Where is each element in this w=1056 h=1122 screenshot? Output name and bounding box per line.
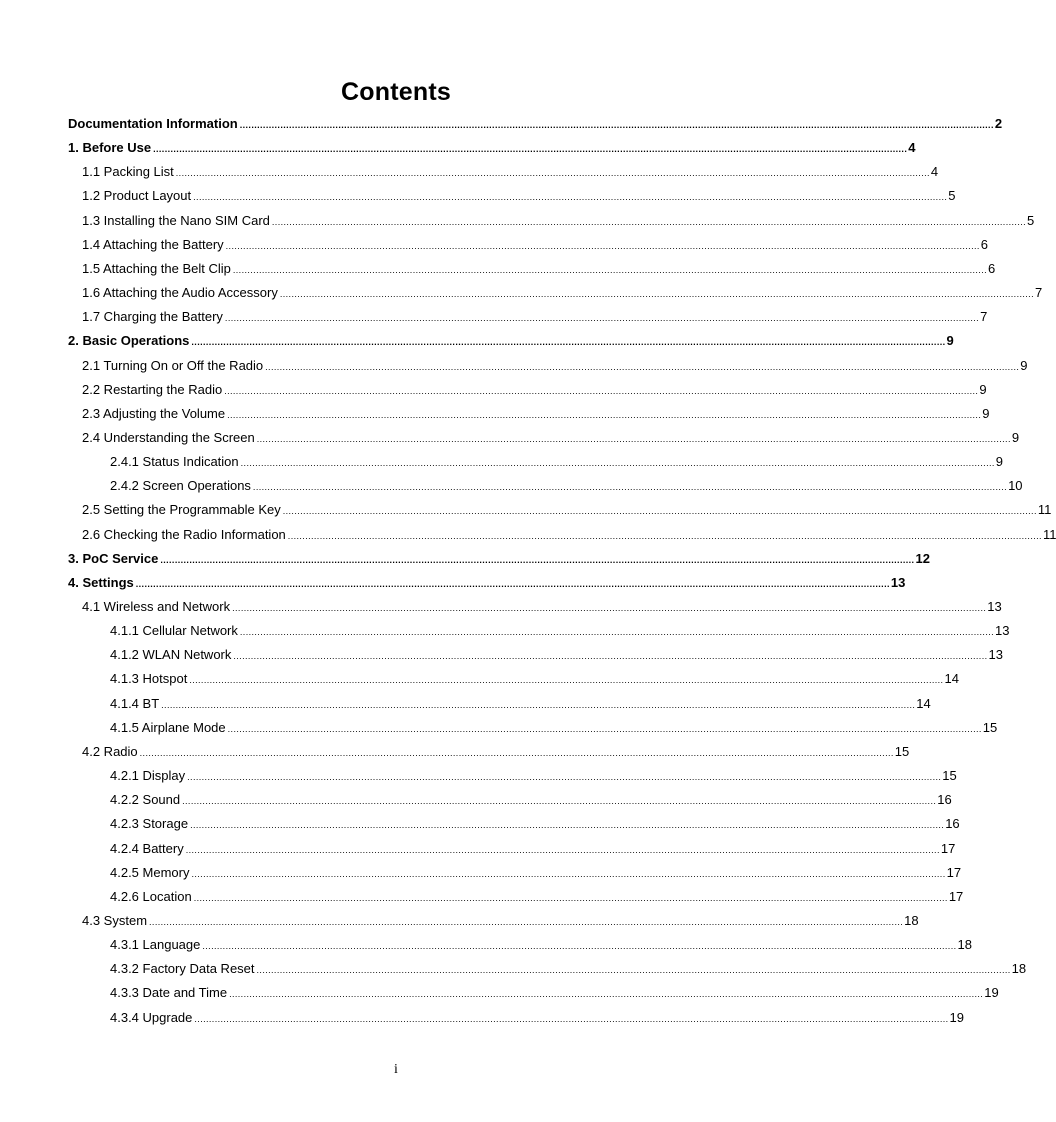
toc-entry-page-number: 9 (1020, 357, 1028, 373)
toc-entry[interactable] (68, 546, 930, 566)
dot-leader: .................................................................................................................................................................................................................................................................... (265, 361, 1020, 372)
toc-entry-label: 4.1.5 Airplane Mode (110, 719, 226, 735)
dot-leader: .................................................................................................................................................................................................................................................................... (194, 1013, 949, 1024)
toc-entry-label: 1.7 Charging the Battery (82, 309, 223, 325)
dot-leader: .................................................................................................................................................................................................................................................................... (191, 337, 946, 348)
dot-leader: .................................................................................................................................................................................................................................................................... (135, 578, 890, 589)
toc-entry-page-number: 18 (904, 912, 919, 928)
toc-entry[interactable] (110, 449, 1004, 470)
dot-leader: .................................................................................................................................................................................................................................................................... (193, 892, 948, 903)
toc-entry-label: 2. Basic Operations (68, 333, 190, 349)
toc-entry-page-number: 16 (937, 792, 952, 808)
toc-entry-label: 2.6 Checking the Radio Information (82, 526, 286, 542)
toc-entry[interactable] (110, 666, 959, 687)
toc-entry[interactable] (82, 377, 987, 397)
toc-entry-label: 4.2.6 Location (110, 888, 192, 904)
toc-entry-page-number: 13 (987, 599, 1002, 614)
toc-entry-label: 1. Before Use (68, 140, 152, 156)
toc-entry-label: 2.5 Setting the Programmable Key (82, 502, 281, 518)
toc-entry[interactable] (82, 497, 1052, 518)
toc-entry-label: 4.1.1 Cellular Network (110, 623, 238, 639)
dot-leader: .................................................................................................................................................................................................................................................................... (239, 120, 994, 130)
toc-entry-label: 4.3 System (82, 912, 148, 928)
toc-entry-label: 4.3.1 Language (110, 937, 201, 953)
toc-entry[interactable] (110, 787, 952, 808)
toc-entry-page-number: 16 (945, 816, 960, 832)
dot-leader: .................................................................................................................................................................................................................................................................... (187, 772, 942, 783)
dot-leader: .................................................................................................................................................................................................................................................................... (224, 313, 980, 324)
toc-entry-page-number: 12 (915, 550, 930, 566)
toc-entry[interactable] (110, 811, 960, 832)
dot-leader: .................................................................................................................................................................................................................................................................... (232, 264, 988, 275)
toc-entry-label: 4.2.1 Display (110, 768, 186, 784)
toc-entry[interactable] (82, 594, 1002, 614)
dot-leader: .................................................................................................................................................................................................................................................................... (225, 240, 980, 251)
toc-entry-label: 4.1.4 BT (110, 695, 160, 711)
toc-entry-page-number: 17 (946, 864, 962, 880)
toc-entry[interactable] (110, 618, 1010, 639)
toc-entry-label: 4.2.4 Battery (110, 840, 184, 856)
toc-entry-page-number: 15 (894, 743, 910, 759)
toc-entry-page-number: 9 (1011, 429, 1020, 445)
toc-entry[interactable] (82, 183, 956, 204)
toc-entry-page-number: 18 (957, 937, 972, 953)
toc-entry-page-number: 15 (942, 768, 957, 784)
toc-entry[interactable] (110, 642, 1003, 663)
toc-entry-label: 3. PoC Service (68, 550, 159, 566)
toc-entry-page-number: 11 (1042, 526, 1056, 542)
toc-entry[interactable] (110, 836, 956, 856)
toc-entry-label: 4.3.3 Date and Time (110, 985, 228, 1001)
toc-entry-label: 2.4.1 Status Indication (110, 454, 239, 470)
toc-entry[interactable] (110, 691, 931, 711)
toc-entry[interactable] (82, 208, 1035, 228)
toc-entry-page-number: 4 (930, 164, 939, 180)
toc-entry-label: 4.3.2 Factory Data Reset (110, 961, 255, 977)
dot-leader: .................................................................................................................................................................................................................................................................... (227, 723, 982, 734)
dot-leader: .................................................................................................................................................................................................................................................................... (287, 530, 1042, 541)
toc-entry-label: 2.3 Adjusting the Volume (82, 405, 226, 421)
dot-leader: .................................................................................................................................................................................................................................................................... (191, 868, 946, 879)
toc-entry-page-number: 14 (944, 671, 959, 687)
toc-entry[interactable] (82, 256, 996, 276)
dot-leader: .................................................................................................................................................................................................................................................................... (160, 554, 915, 565)
dot-leader: .................................................................................................................................................................................................................................................................... (252, 482, 1008, 493)
page-number-footer: i (394, 1062, 398, 1077)
toc-entry[interactable] (82, 401, 990, 421)
dot-leader: .................................................................................................................................................................................................................................................................... (229, 989, 984, 1000)
toc-entry-label: 1.4 Attaching the Battery (82, 236, 224, 252)
toc-entry-label: 4.3.4 Upgrade (110, 1009, 193, 1025)
dot-leader: .................................................................................................................................................................................................................................................................... (202, 941, 957, 952)
toc-entry-label: 1.5 Attaching the Belt Clip (82, 260, 231, 276)
page-title: Contents (341, 78, 451, 106)
toc-entry-page-number: 19 (984, 985, 999, 1001)
toc-entry-label: 4.1.2 WLAN Network (110, 647, 232, 663)
dot-leader: .................................................................................................................................................................................................................................................................... (233, 651, 988, 662)
toc-entry-label: 4.2.3 Storage (110, 816, 189, 832)
dot-leader: .................................................................................................................................................................................................................................................................... (282, 506, 1037, 517)
dot-leader: .................................................................................................................................................................................................................................................................... (149, 916, 904, 927)
toc-entry-label: 4. Settings (68, 574, 134, 590)
toc-entry-page-number: 14 (916, 695, 931, 711)
toc-entry[interactable] (82, 908, 919, 928)
toc-entry[interactable] (110, 763, 957, 784)
toc-entry[interactable] (82, 232, 989, 252)
dot-leader: .................................................................................................................................................................................................................................................................... (190, 820, 945, 831)
toc-entry-label: 4.1.3 Hotspot (110, 671, 188, 687)
toc-entry-label: Documentation Information (68, 116, 238, 131)
toc-entry-page-number: 13 (890, 574, 906, 590)
toc-entry-label: 4.2.5 Memory (110, 864, 190, 880)
toc-entry-page-number: 9 (979, 381, 987, 397)
toc-entry[interactable] (68, 570, 906, 590)
toc-entry-page-number: 9 (946, 333, 954, 349)
toc-entry[interactable] (68, 135, 916, 156)
toc-entry[interactable] (110, 884, 964, 904)
dot-leader: .................................................................................................................................................................................................................................................................... (153, 144, 908, 155)
dot-leader: .................................................................................................................................................................................................................................................................... (161, 699, 916, 710)
dot-leader: .................................................................................................................................................................................................................................................................... (232, 603, 987, 613)
toc-entry-page-number: 7 (980, 309, 988, 325)
dot-leader: .................................................................................................................................................................................................................................................................... (175, 168, 930, 179)
toc-entry-page-number: 9 (995, 454, 1004, 470)
toc-entry[interactable] (82, 353, 1028, 373)
dot-leader: .................................................................................................................................................................................................................................................................... (182, 796, 937, 807)
dot-leader: .................................................................................................................................................................................................................................................................... (279, 289, 1034, 300)
toc-entry-label: 2.2 Restarting the Radio (82, 381, 223, 397)
toc-entry-page-number: 5 (948, 188, 956, 204)
toc-entry-label: 2.4 Understanding the Screen (82, 429, 255, 445)
dot-leader: .................................................................................................................................................................................................................................................................... (256, 433, 1011, 444)
toc-entry-label: 1.1 Packing List (82, 164, 174, 180)
toc-entry[interactable] (82, 522, 1056, 542)
toc-entry-page-number: 11 (1037, 502, 1052, 518)
toc-entry-label: 1.2 Product Layout (82, 188, 192, 204)
toc-entry-label: 2.4.2 Screen Operations (110, 478, 251, 494)
toc-entry-page-number: 15 (982, 719, 998, 735)
toc-entry[interactable] (68, 328, 954, 349)
toc-entry-page-number: 17 (940, 840, 956, 856)
toc-entry[interactable] (110, 980, 999, 1001)
toc-entry[interactable] (110, 956, 1027, 977)
toc-entry-label: 1.3 Installing the Nano SIM Card (82, 212, 270, 228)
toc-entry-page-number: 13 (988, 647, 1003, 663)
dot-leader: .................................................................................................................................................................................................................................................................... (189, 675, 944, 686)
toc-entry-page-number: 10 (1008, 478, 1023, 494)
toc-entry[interactable] (110, 473, 1023, 494)
toc-entry-page-number: 5 (1027, 212, 1035, 228)
dot-leader: .................................................................................................................................................................................................................................................................... (240, 458, 995, 469)
dot-leader: .................................................................................................................................................................................................................................................................... (227, 409, 982, 420)
dot-leader: .................................................................................................................................................................................................................................................................... (271, 216, 1027, 227)
toc-entry-page-number: 13 (995, 623, 1010, 639)
toc-entry-label: 4.2.2 Sound (110, 792, 181, 808)
toc-entry[interactable] (68, 111, 1003, 131)
toc-entry-page-number: 19 (949, 1009, 965, 1025)
toc-entry-page-number: 7 (1035, 285, 1043, 301)
toc-entry[interactable] (110, 1005, 965, 1025)
toc-entry-label: 2.1 Turning On or Off the Radio (82, 357, 264, 373)
dot-leader: .................................................................................................................................................................................................................................................................... (193, 192, 948, 203)
toc-entry[interactable] (110, 932, 972, 953)
dot-leader: .................................................................................................................................................................................................................................................................... (139, 747, 894, 758)
toc-entry[interactable] (110, 860, 962, 880)
toc-entry-page-number: 6 (988, 260, 996, 276)
dot-leader: .................................................................................................................................................................................................................................................................... (224, 385, 979, 396)
toc-entry-page-number: 2 (994, 116, 1003, 131)
toc-entry[interactable] (82, 159, 939, 180)
toc-entry-label: 4.2 Radio (82, 743, 138, 759)
toc-entry[interactable] (82, 425, 1020, 445)
dot-leader: .................................................................................................................................................................................................................................................................... (239, 627, 995, 638)
toc-entry[interactable] (110, 715, 998, 735)
toc-entry-page-number: 18 (1011, 961, 1027, 977)
toc-entry[interactable] (82, 280, 1043, 301)
dot-leader: .................................................................................................................................................................................................................................................................... (185, 844, 940, 855)
dot-leader: .................................................................................................................................................................................................................................................................... (256, 965, 1011, 976)
toc-entry[interactable] (82, 304, 988, 325)
toc-entry-page-number: 4 (908, 140, 916, 156)
toc-entry-label: 4.1 Wireless and Network (82, 599, 231, 614)
toc-entry[interactable] (82, 739, 910, 759)
toc-entry-page-number: 17 (948, 888, 964, 904)
toc-entry-label: 1.6 Attaching the Audio Accessory (82, 285, 278, 301)
toc-entry-page-number: 9 (982, 405, 990, 421)
toc-entry-page-number: 6 (980, 236, 989, 252)
